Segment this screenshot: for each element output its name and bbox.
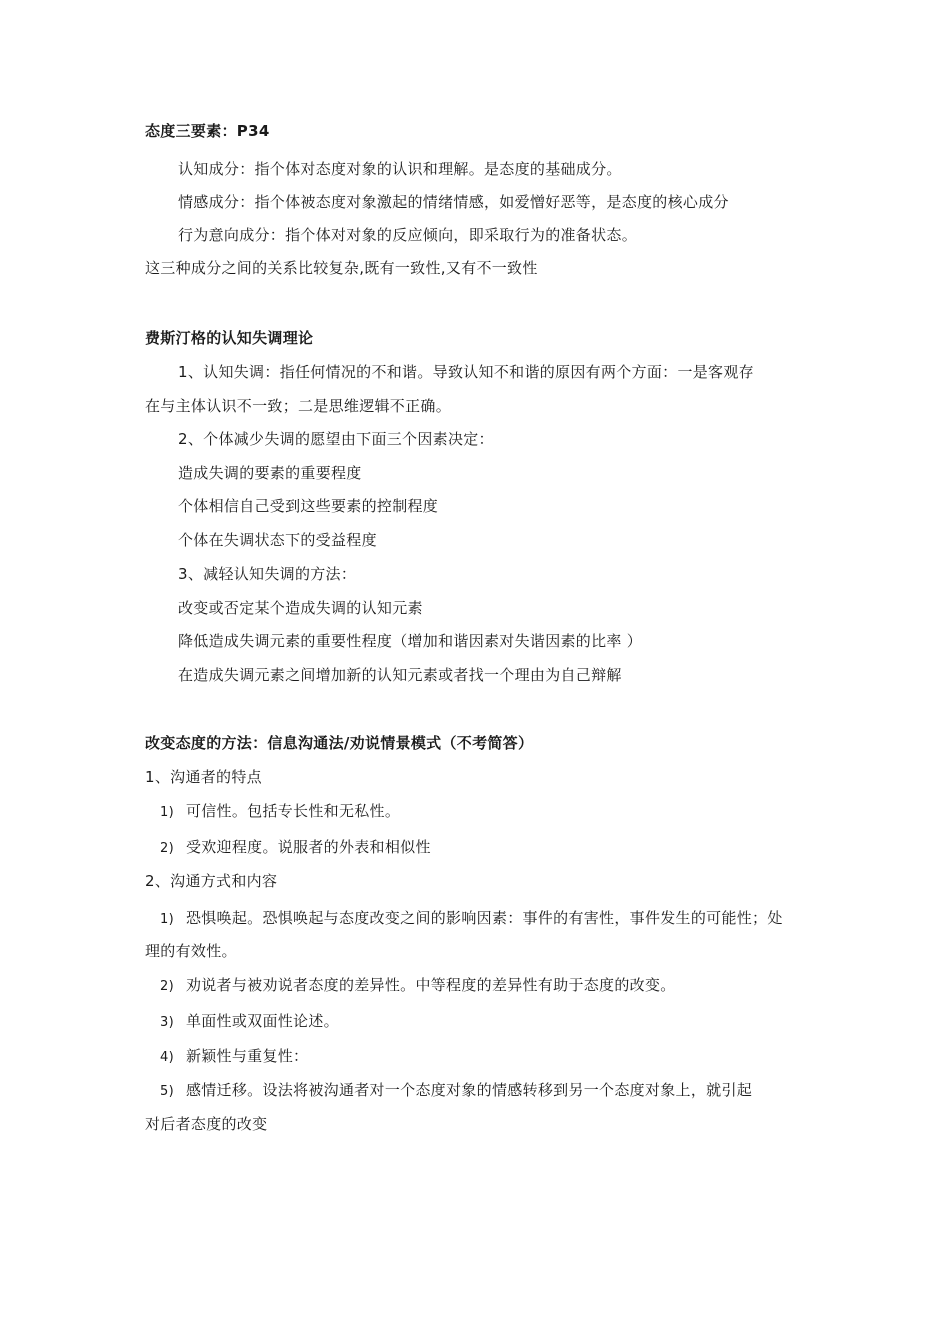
list-number: 2): [160, 979, 174, 994]
paragraph-dissonance-3: 3、减轻认知失调的方法：: [178, 565, 357, 583]
list-item: [160, 1080, 752, 1102]
list-item: [160, 1011, 339, 1033]
section-heading-dissonance: 费斯汀格的认知失调理论: [145, 329, 314, 347]
list-number: 1): [160, 805, 174, 820]
list-number: 4): [160, 1050, 174, 1065]
list-number: 3): [160, 1015, 174, 1030]
list-item-method: 在造成失调元素之间增加新的认知元素或者找一个理由为自己辩解: [178, 666, 622, 684]
list-number: 5): [160, 1084, 174, 1099]
paragraph-dissonance-1-line2: 在与主体认识不一致；二是思维逻辑不正确。: [145, 397, 452, 415]
paragraph-cognitive: 认知成分：指个体对态度对象的认识和理解。是态度的基础成分。: [178, 160, 622, 178]
list-text: 恐惧唤起。恐惧唤起与态度改变之间的影响因素：事件的有害性，事件发生的可能性；处: [185, 909, 783, 927]
subheading-communicator: 1、沟通者的特点: [145, 768, 262, 786]
paragraph-behavioral: 行为意向成分：指个体对对象的反应倾向，即采取行为的准备状态。: [178, 226, 638, 244]
list-item-continuation: 理的有效性。: [145, 942, 237, 960]
list-item: [160, 1046, 308, 1068]
list-text: 新颖性与重复性：: [185, 1047, 309, 1065]
list-item: [160, 837, 431, 859]
list-text: 感情迁移。设法将被沟通者对一个态度对象的情感转移到另一个态度对象上，就引起: [185, 1081, 753, 1099]
list-text: 单面性或双面性论述。: [185, 1012, 339, 1030]
paragraph-affective: 情感成分：指个体被态度对象激起的情绪情感，如爱憎好恶等，是态度的核心成分: [178, 193, 729, 211]
list-item-method: 降低造成失调元素的重要性程度（增加和谐因素对失谐因素的比率 ）: [178, 632, 643, 650]
list-item: [160, 908, 783, 930]
subheading-communication-method: 2、沟通方式和内容: [145, 872, 278, 890]
section-heading-attitude-elements: 态度三要素：P34: [145, 122, 270, 140]
list-text: 受欢迎程度。说服者的外表和相似性: [185, 838, 431, 856]
list-number: 2): [160, 841, 174, 856]
list-text: 劝说者与被劝说者态度的差异性。中等程度的差异性有助于态度的改变。: [185, 976, 676, 994]
paragraph-dissonance-2: 2、个体减少失调的愿望由下面三个因素决定：: [178, 430, 494, 448]
paragraph-summary: 这三种成分之间的关系比较复杂,既有一致性,又有不一致性: [145, 259, 538, 277]
list-item: [160, 975, 676, 997]
list-item-factor: 个体在失调状态下的受益程度: [178, 531, 377, 549]
paragraph-dissonance-1-line1: 1、认知失调：指任何情况的不和谐。导致认知不和谐的原因有两个方面：一是客观存: [178, 363, 754, 381]
list-text: 可信性。包括专长性和无私性。: [185, 802, 401, 820]
list-item-factor: 个体相信自己受到这些要素的控制程度: [178, 497, 439, 515]
list-item-factor: 造成失调的要素的重要程度: [178, 464, 362, 482]
list-item-continuation: 对后者态度的改变: [145, 1115, 268, 1133]
section-heading-attitude-change: 改变态度的方法：信息沟通法/劝说情景模式（不考简答）: [145, 734, 534, 752]
list-item: [160, 801, 400, 823]
list-item-method: 改变或否定某个造成失调的认知元素: [178, 599, 423, 617]
list-number: 1): [160, 912, 174, 927]
